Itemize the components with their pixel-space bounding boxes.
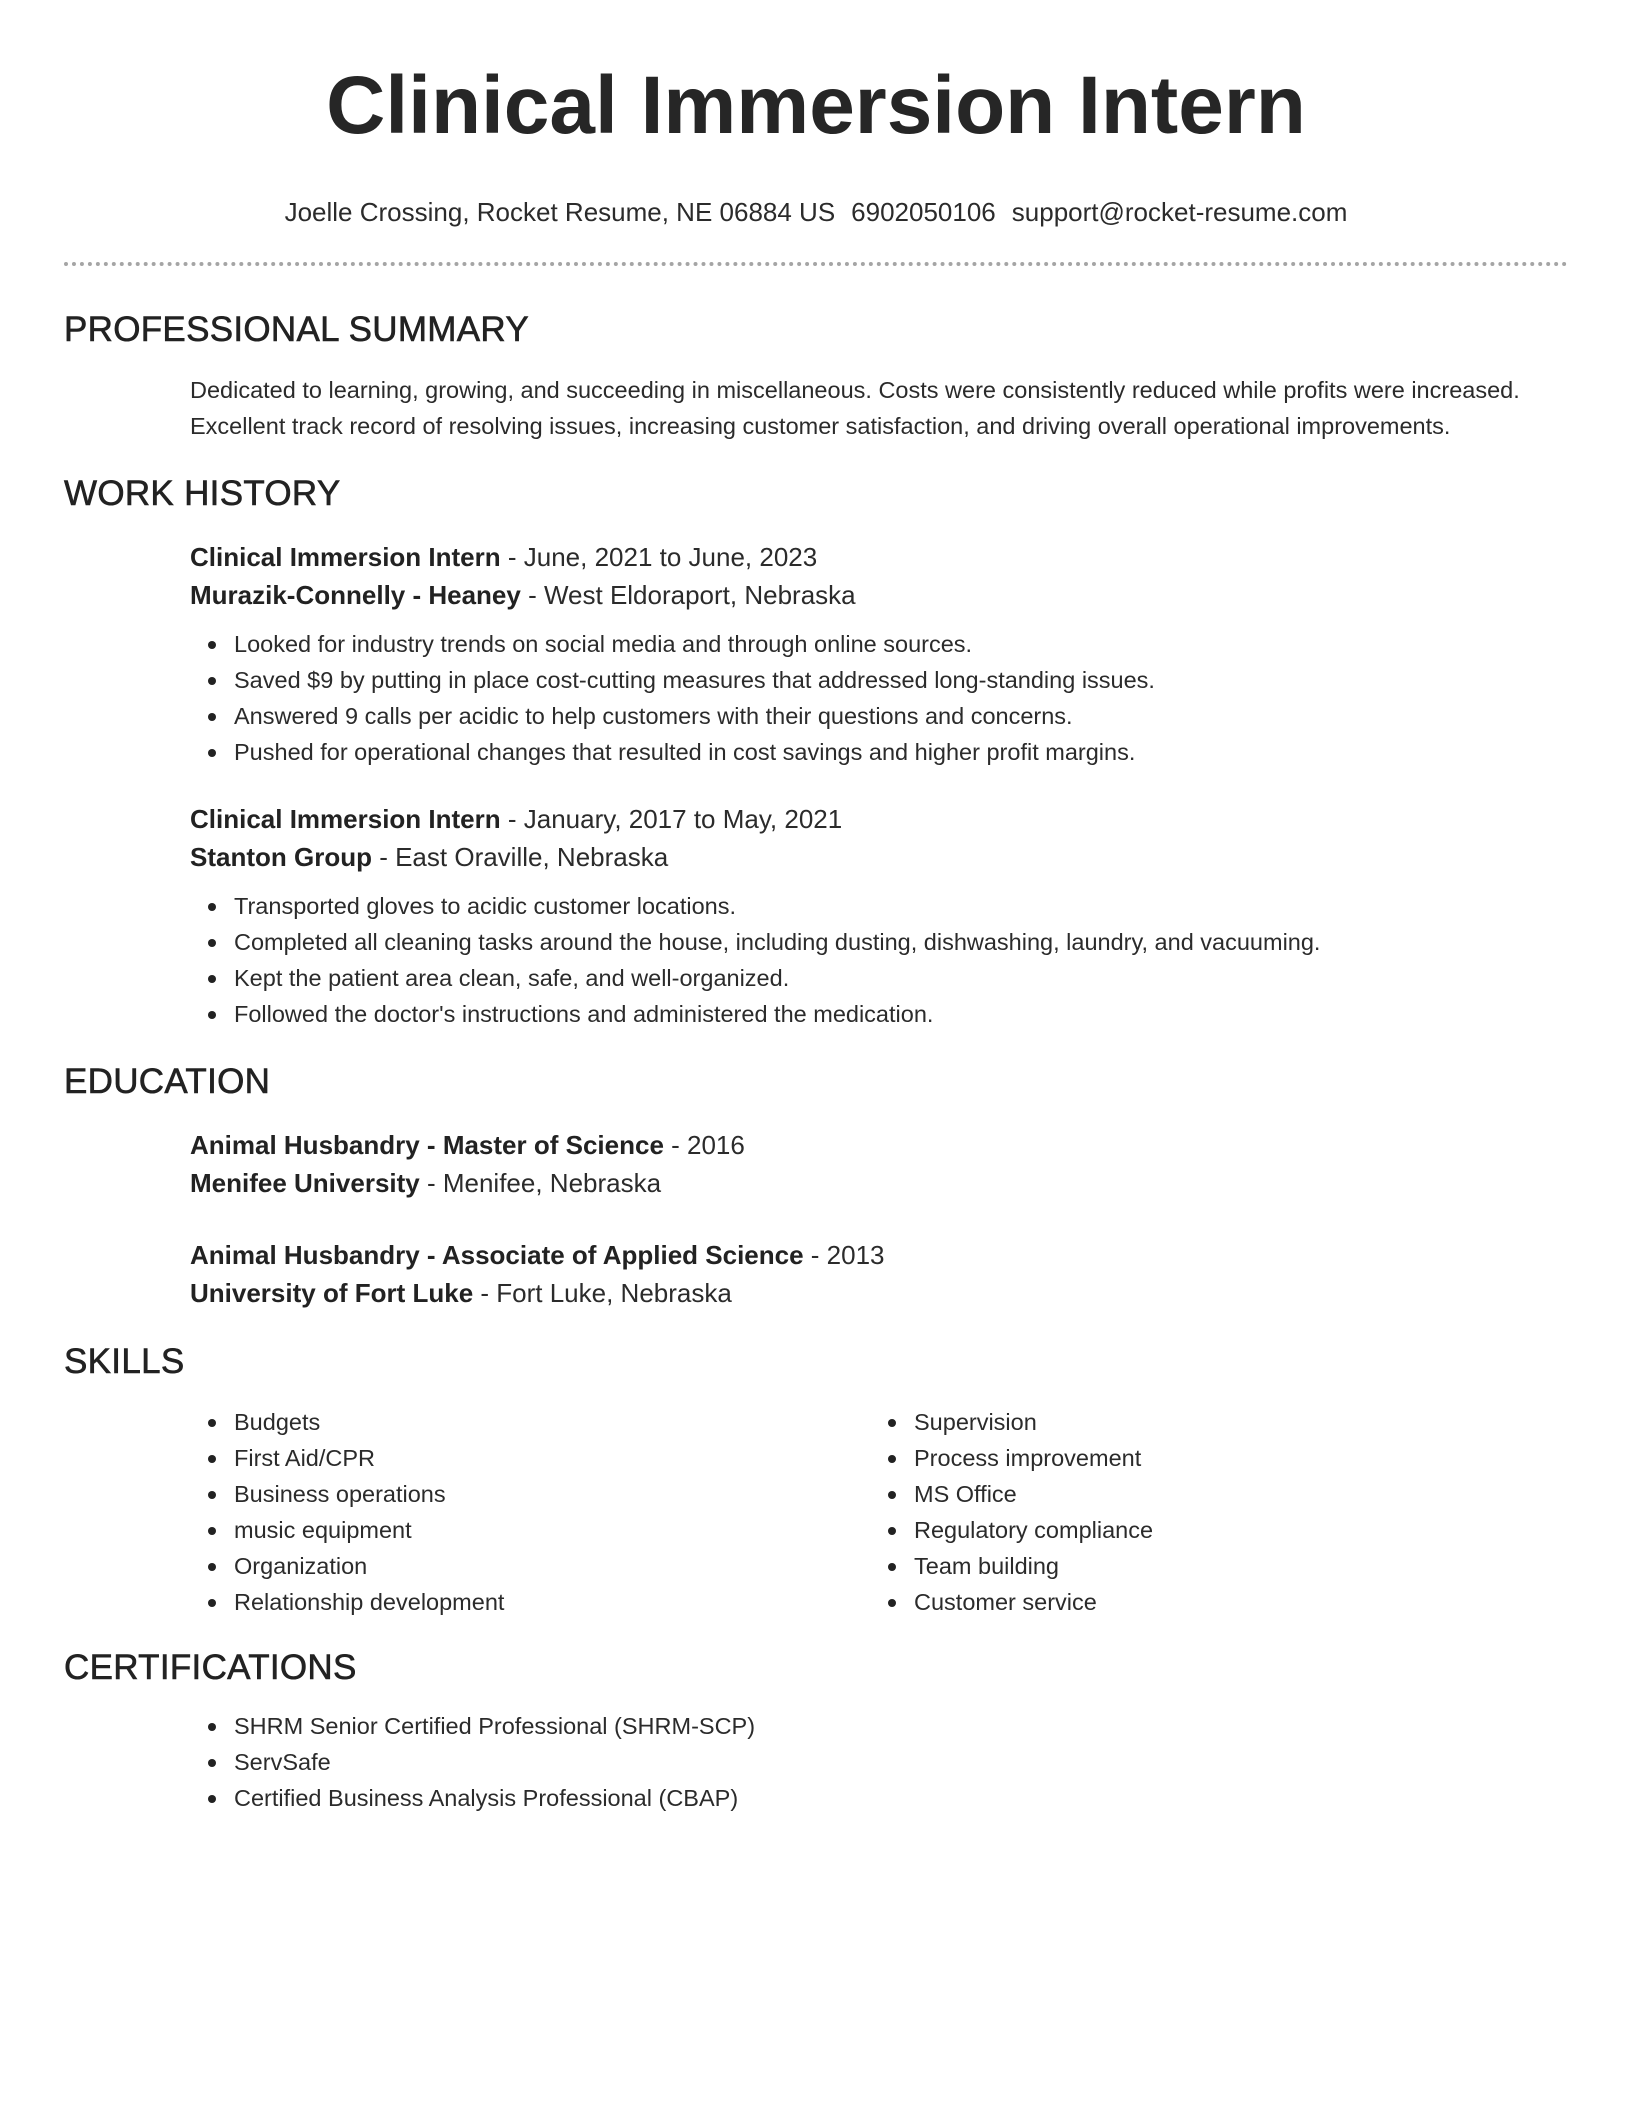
skills-list-left <box>190 1404 870 1620</box>
list-item: Regulatory compliance <box>870 1512 1550 1548</box>
school-location: - Menifee, Nebraska <box>419 1168 662 1198</box>
contact-address: Joelle Crossing, Rocket Resume, NE 06884 US <box>284 197 836 227</box>
list-item: Organization <box>190 1548 870 1584</box>
job-duties-list <box>190 626 1568 770</box>
education-entry <box>190 1236 1568 1312</box>
list-item: Certified Business Analysis Professional (CBAP) <box>190 1780 1568 1816</box>
certifications-section <box>64 1646 1568 1816</box>
summary-text: Dedicated to learning, growing, and succeeding in miscellaneous. Costs were consistently reduced while profits were increased. Excellent track record of resolving issues, increasing customer satisfaction, and driving overall operational improvements. <box>190 377 1520 439</box>
certifications-body <box>190 1708 1568 1816</box>
list-item: Kept the patient area clean, safe, and well-organized. <box>190 960 1568 996</box>
summary-section <box>64 308 1568 444</box>
list-item: Team building <box>870 1548 1550 1584</box>
summary-body <box>190 372 1568 444</box>
list-item: First Aid/CPR <box>190 1440 870 1476</box>
degree: Animal Husbandry - Associate of Applied Science <box>190 1240 804 1270</box>
list-item: Process improvement <box>870 1440 1550 1476</box>
job-role: Clinical Immersion Intern <box>190 804 501 834</box>
degree-year: - 2013 <box>803 1240 885 1270</box>
header-divider <box>64 262 1568 266</box>
education-section <box>64 1060 1568 1312</box>
list-item: SHRM Senior Certified Professional (SHRM-SCP) <box>190 1708 1568 1744</box>
job-dates: - January, 2017 to May, 2021 <box>500 804 843 834</box>
job-company: Murazik-Connelly - Heaney <box>190 580 521 610</box>
job-location: - East Oraville, Nebraska <box>371 842 669 872</box>
contact-email: support@rocket-resume.com <box>1011 197 1348 227</box>
skills-columns <box>190 1404 1568 1620</box>
resume-header <box>64 0 1568 266</box>
job-title-line <box>190 538 1568 576</box>
job-company-line <box>190 838 1568 876</box>
skills-list-right <box>870 1404 1550 1620</box>
school-location: - Fort Luke, Nebraska <box>473 1278 732 1308</box>
list-item: Supervision <box>870 1404 1550 1440</box>
education-body <box>190 1126 1568 1312</box>
work-history-heading: WORK HISTORY <box>64 474 341 513</box>
job-company: Stanton Group <box>190 842 372 872</box>
list-item: Saved $9 by putting in place cost-cutting measures that addressed long-standing issues. <box>190 662 1568 698</box>
list-item: Budgets <box>190 1404 870 1440</box>
contact-phone: 6902050106 <box>851 197 996 227</box>
job-entry <box>190 538 1568 770</box>
job-entry <box>190 800 1568 1032</box>
list-item: Looked for industry trends on social media and through online sources. <box>190 626 1568 662</box>
job-duties-list <box>190 888 1568 1032</box>
skills-column-left <box>190 1404 870 1620</box>
degree-year: - 2016 <box>663 1130 745 1160</box>
list-item: ServSafe <box>190 1744 1568 1780</box>
work-history-section <box>64 472 1568 1032</box>
school: University of Fort Luke <box>190 1278 474 1308</box>
job-dates: - June, 2021 to June, 2023 <box>500 542 818 572</box>
certifications-list <box>190 1708 1568 1816</box>
job-company-line <box>190 576 1568 614</box>
degree: Animal Husbandry - Master of Science <box>190 1130 664 1160</box>
job-location: - West Eldoraport, Nebraska <box>520 580 856 610</box>
job-title-line <box>190 800 1568 838</box>
list-item: Completed all cleaning tasks around the house, including dusting, dishwashing, laundry, and vacuuming. <box>190 924 1568 960</box>
education-entry <box>190 1126 1568 1202</box>
certifications-heading: CERTIFICATIONS <box>64 1648 357 1687</box>
candidate-name: Clinical Immersion Intern <box>326 60 1306 151</box>
degree-line <box>190 1126 1568 1164</box>
job-role: Clinical Immersion Intern <box>190 542 501 572</box>
list-item: Transported gloves to acidic customer locations. <box>190 888 1568 924</box>
list-item: MS Office <box>870 1476 1550 1512</box>
skills-heading: SKILLS <box>64 1342 185 1381</box>
list-item: Followed the doctor's instructions and administered the medication. <box>190 996 1568 1032</box>
contact-line <box>64 196 1568 228</box>
work-history-body <box>190 538 1568 1032</box>
list-item: Relationship development <box>190 1584 870 1620</box>
school: Menifee University <box>190 1168 420 1198</box>
degree-line <box>190 1236 1568 1274</box>
list-item: Customer service <box>870 1584 1550 1620</box>
summary-heading: PROFESSIONAL SUMMARY <box>64 310 529 349</box>
education-heading: EDUCATION <box>64 1062 271 1101</box>
skills-section <box>64 1340 1568 1620</box>
skills-column-right <box>870 1404 1550 1620</box>
list-item: Answered 9 calls per acidic to help customers with their questions and concerns. <box>190 698 1568 734</box>
list-item: Pushed for operational changes that resulted in cost savings and higher profit margins. <box>190 734 1568 770</box>
list-item: Business operations <box>190 1476 870 1512</box>
school-line <box>190 1164 1568 1202</box>
list-item: music equipment <box>190 1512 870 1548</box>
school-line <box>190 1274 1568 1312</box>
